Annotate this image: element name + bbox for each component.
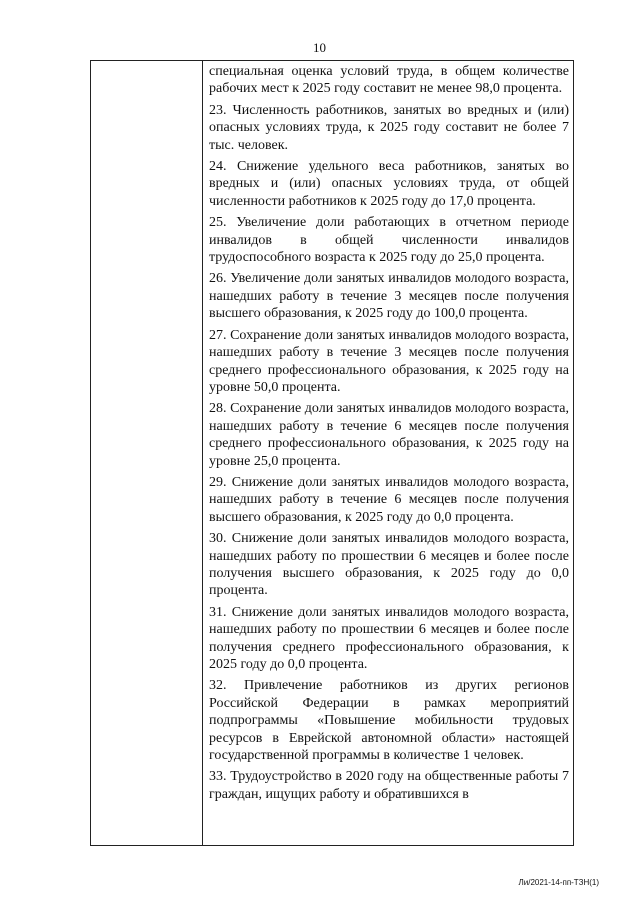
list-item: 30. Снижение доли занятых инвалидов молодого возраста, нашедших работу по прошествии 6 месяцев и более после получения высшего образования, к 2025 году до 0,0 процента.	[209, 531, 569, 599]
page-number: 10	[313, 40, 326, 55]
table-left-column	[91, 61, 203, 845]
list-item: 32. Привлечение работников из других регионов Российской Федерации в рамках мероприятий подпрограммы «Повышение мобильности трудовых ресурсов в Еврейской автономной области» настоящей государственной программы в количестве 1 человек.	[209, 678, 569, 764]
list-item: 26. Увеличение доли занятых инвалидов молодого возраста, нашедших работу в течение 3 месяцев после получения высшего образования, к 2025 году до 100,0 процента.	[209, 271, 569, 322]
indicators-table	[90, 60, 574, 846]
table-right-column	[203, 61, 573, 845]
list-item: 23. Численность работников, занятых во вредных и (или) опасных условиях труда, к 2025 году составит не более 7 тыс. человек.	[209, 102, 569, 153]
list-item: 33. Трудоустройство в 2020 году на общественные работы 7 граждан, ищущих работу и обратившихся в	[209, 769, 569, 802]
list-item: 27. Сохранение доли занятых инвалидов молодого возраста, нашедших работу в течение 3 месяцев после получения среднего профессионального образования, к 2025 году на уровне 50,0 процента.	[209, 327, 569, 395]
list-item: 29. Снижение доли занятых инвалидов молодого возраста, нашедших работу в течение 6 месяцев после получения высшего образования, к 2025 году до 0,0 процента.	[209, 474, 569, 525]
list-item: 28. Сохранение доли занятых инвалидов молодого возраста, нашедших работу в течение 6 месяцев после получения среднего профессионального образования, к 2025 году на уровне 25,0 процента.	[209, 401, 569, 469]
list-item: 24. Снижение удельного веса работников, занятых во вредных и (или) опасных условиях труда, от общей численности работников к 2025 году до 17,0 процента.	[209, 159, 569, 209]
list-item: 31. Снижение доли занятых инвалидов молодого возраста, нашедших работу по прошествии 6 месяцев и более после получения среднего профессионального образования, к 2025 году до 0,0 процента.	[209, 604, 569, 672]
list-item: специальная оценка условий труда, в общем количестве рабочих мест к 2025 году составит не менее 98,0 процента.	[209, 64, 569, 97]
document-code: Ли/2021-14-пп-ТЗН(1)	[518, 878, 599, 887]
list-item: 25. Увеличение доли работающих в отчетном периоде инвалидов в общей численности инвалидов трудоспособного возраста к 2025 году до 25,0 процента.	[209, 215, 569, 266]
